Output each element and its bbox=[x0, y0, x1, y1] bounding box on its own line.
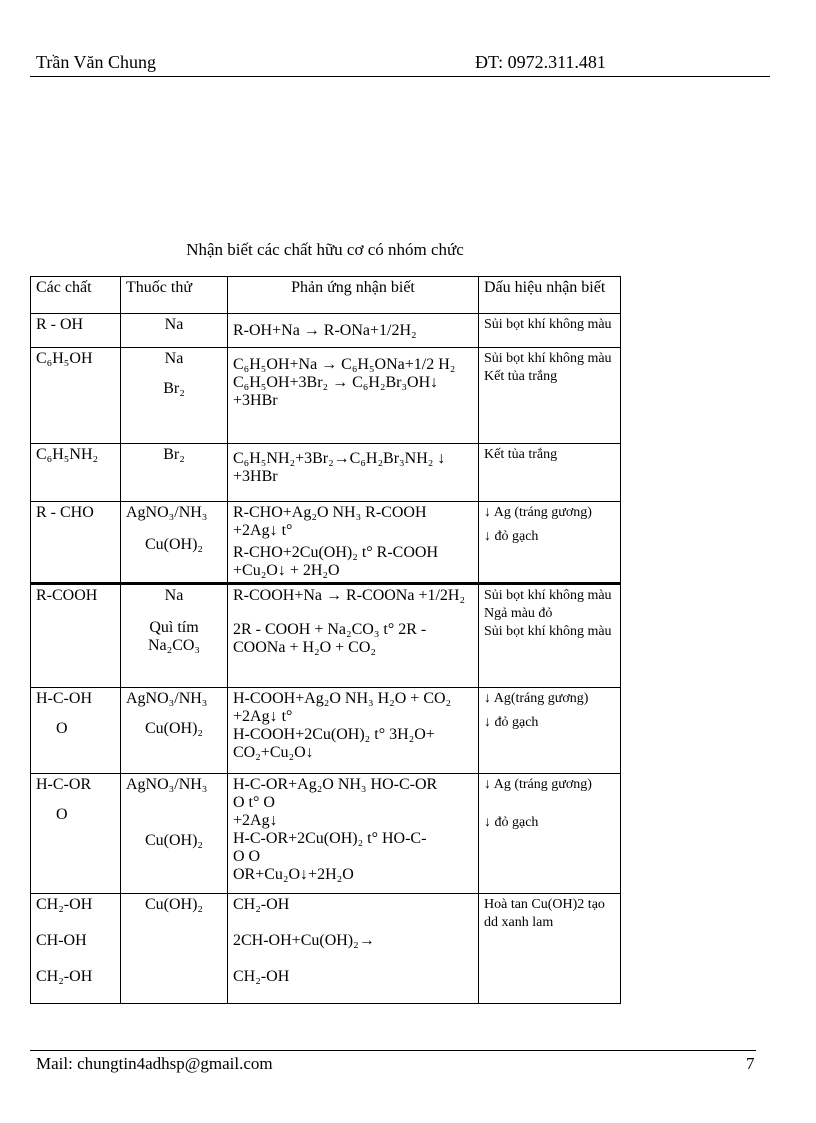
reaction-text: +2Ag↓ bbox=[233, 812, 278, 829]
reagent-text: Na bbox=[164, 350, 184, 367]
substance-text: H-C-OH bbox=[36, 690, 92, 707]
reagent-text: Na bbox=[164, 587, 184, 604]
reagent-text: Na₂CO₃ bbox=[147, 637, 201, 654]
reaction-text: 2CH-OH+Cu(OH)₂→ bbox=[233, 932, 375, 949]
reaction-text: R-CHO+2Cu(OH)₂ t° R-COOH +Cu₂O↓ + 2H₂O bbox=[233, 544, 438, 579]
sign-text: Kết tủa trắng bbox=[484, 447, 558, 462]
reaction-text: CH₂-OH bbox=[233, 968, 290, 985]
substance-text: R - OH bbox=[36, 316, 84, 333]
reagent-text: Quì tím bbox=[149, 619, 199, 636]
reagent-text: Cu(OH)₂ bbox=[144, 832, 203, 849]
reaction-text: C₆H₅NH₂+3Br₂→C₆H₂Br₃NH₂ ↓ +3HBr bbox=[233, 450, 446, 485]
header-reaction: Phản ứng nhận biết bbox=[228, 277, 479, 314]
reagent-text: AgNO₃/NH₃ bbox=[126, 504, 208, 521]
reaction-text: H-COOH+Ag₂O NH₃ H₂O + CO₂ +2Ag↓ t° bbox=[233, 690, 452, 725]
header-sign: Dấu hiệu nhận biết bbox=[479, 277, 621, 314]
reagent-text: Br₂ bbox=[163, 380, 185, 397]
substance-text: CH₂-OH bbox=[36, 896, 93, 913]
table-row bbox=[31, 774, 621, 894]
reaction-text: O O bbox=[233, 848, 261, 865]
reagent-text: AgNO₃/NH₃ bbox=[126, 776, 208, 793]
reagent-text: AgNO₃/NH₃ bbox=[126, 690, 208, 707]
reaction-text: C₆H₅OH+Na → C₆H₅ONa+1/2 H₂ bbox=[233, 356, 456, 373]
table-row bbox=[31, 444, 621, 502]
substance-text: H-C-OR bbox=[36, 776, 92, 793]
reagent-text: Br₂ bbox=[163, 446, 185, 463]
sign-text: ↓ Ag (tráng gương) bbox=[484, 505, 592, 520]
reaction-text: CH₂-OH bbox=[233, 896, 290, 913]
sign-text: ↓ Ag (tráng gương) bbox=[484, 777, 592, 792]
substance-text: C₆H₅NH₂ bbox=[36, 446, 99, 463]
substance-text: C₆H₅OH bbox=[36, 350, 93, 367]
substance-text: CH₂-OH bbox=[36, 968, 93, 985]
substance-text: CH-OH bbox=[36, 932, 87, 949]
reaction-text: H-C-OR+2Cu(OH)₂ t° HO-C- bbox=[233, 830, 427, 847]
header-divider bbox=[30, 76, 770, 77]
header-substance: Các chất bbox=[31, 277, 121, 314]
sign-text: Sủi bọt khí không màu bbox=[484, 351, 612, 366]
header-reagent: Thuốc thử bbox=[121, 277, 228, 314]
reagent-text: Na bbox=[164, 316, 184, 333]
reagent-text: Cu(OH)₂ bbox=[144, 536, 203, 553]
reagent-text: Cu(OH)₂ bbox=[144, 896, 203, 913]
reaction-text: R-OH+Na → R-ONa+1/2H₂ bbox=[233, 322, 417, 339]
reaction-text: H-C-OR+Ag₂O NH₃ HO-C-OR bbox=[233, 776, 438, 793]
reaction-text: C₆H₅OH+3Br₂ → C₆H₂Br₃OH↓ +3HBr bbox=[233, 374, 439, 409]
sign-text: ↓ đỏ gạch bbox=[484, 815, 539, 830]
reaction-text: R-COOH+Na → R-COONa +1/2H₂ bbox=[233, 587, 466, 604]
substance-oxygen: O bbox=[56, 806, 68, 823]
reagent-table bbox=[30, 276, 621, 1004]
table-row bbox=[31, 894, 621, 1004]
reaction-text: 2R - COOH + Na₂CO₃ t° 2R - COONa + H₂O + CO₂ bbox=[233, 621, 427, 656]
substance-text: R-COOH bbox=[36, 587, 98, 604]
sign-text: Sủi bọt khí không màu bbox=[484, 588, 612, 603]
table-header-row bbox=[31, 277, 621, 314]
sign-text: Sủi bọt khí không màu bbox=[484, 624, 612, 639]
reaction-text: OR+Cu₂O↓+2H₂O bbox=[233, 866, 354, 883]
reaction-text: R-CHO+Ag₂O NH₃ R-COOH +2Ag↓ t° bbox=[233, 504, 427, 539]
footer-mail: Mail: chungtin4adhsp@gmail.com bbox=[36, 1054, 273, 1073]
page-title: Nhận biết các chất hữu cơ có nhóm chức bbox=[186, 240, 464, 259]
header-author: Trần Văn Chung bbox=[36, 52, 157, 72]
header-phone: ĐT: 0972.311.481 bbox=[475, 52, 606, 72]
sign-text: ↓ Ag(tráng gương) bbox=[484, 691, 589, 706]
table-row bbox=[31, 584, 621, 688]
page-number: 7 bbox=[746, 1054, 755, 1073]
sign-text: ↓ đỏ gạch bbox=[484, 715, 539, 730]
sign-text: Hoà tan Cu(OH)2 tạo dd xanh lam bbox=[484, 897, 605, 930]
table-row bbox=[31, 502, 621, 584]
table-row bbox=[31, 348, 621, 444]
sign-text: Ngả màu đỏ bbox=[484, 606, 553, 621]
substance-oxygen: O bbox=[56, 720, 68, 737]
substance-text: R - CHO bbox=[36, 504, 94, 521]
reagent-text: Cu(OH)₂ bbox=[144, 720, 203, 737]
sign-text: Sủi bọt khí không màu bbox=[484, 317, 612, 332]
sign-text: ↓ đỏ gạch bbox=[484, 529, 539, 544]
footer-divider bbox=[30, 1050, 756, 1051]
reaction-text: H-COOH+2Cu(OH)₂ t° 3H₂O+ CO₂+Cu₂O↓ bbox=[233, 726, 435, 761]
table-row bbox=[31, 314, 621, 348]
reaction-text: O t° O bbox=[233, 794, 275, 811]
sign-text: Kết tủa trắng bbox=[484, 369, 558, 384]
table-row bbox=[31, 688, 621, 774]
